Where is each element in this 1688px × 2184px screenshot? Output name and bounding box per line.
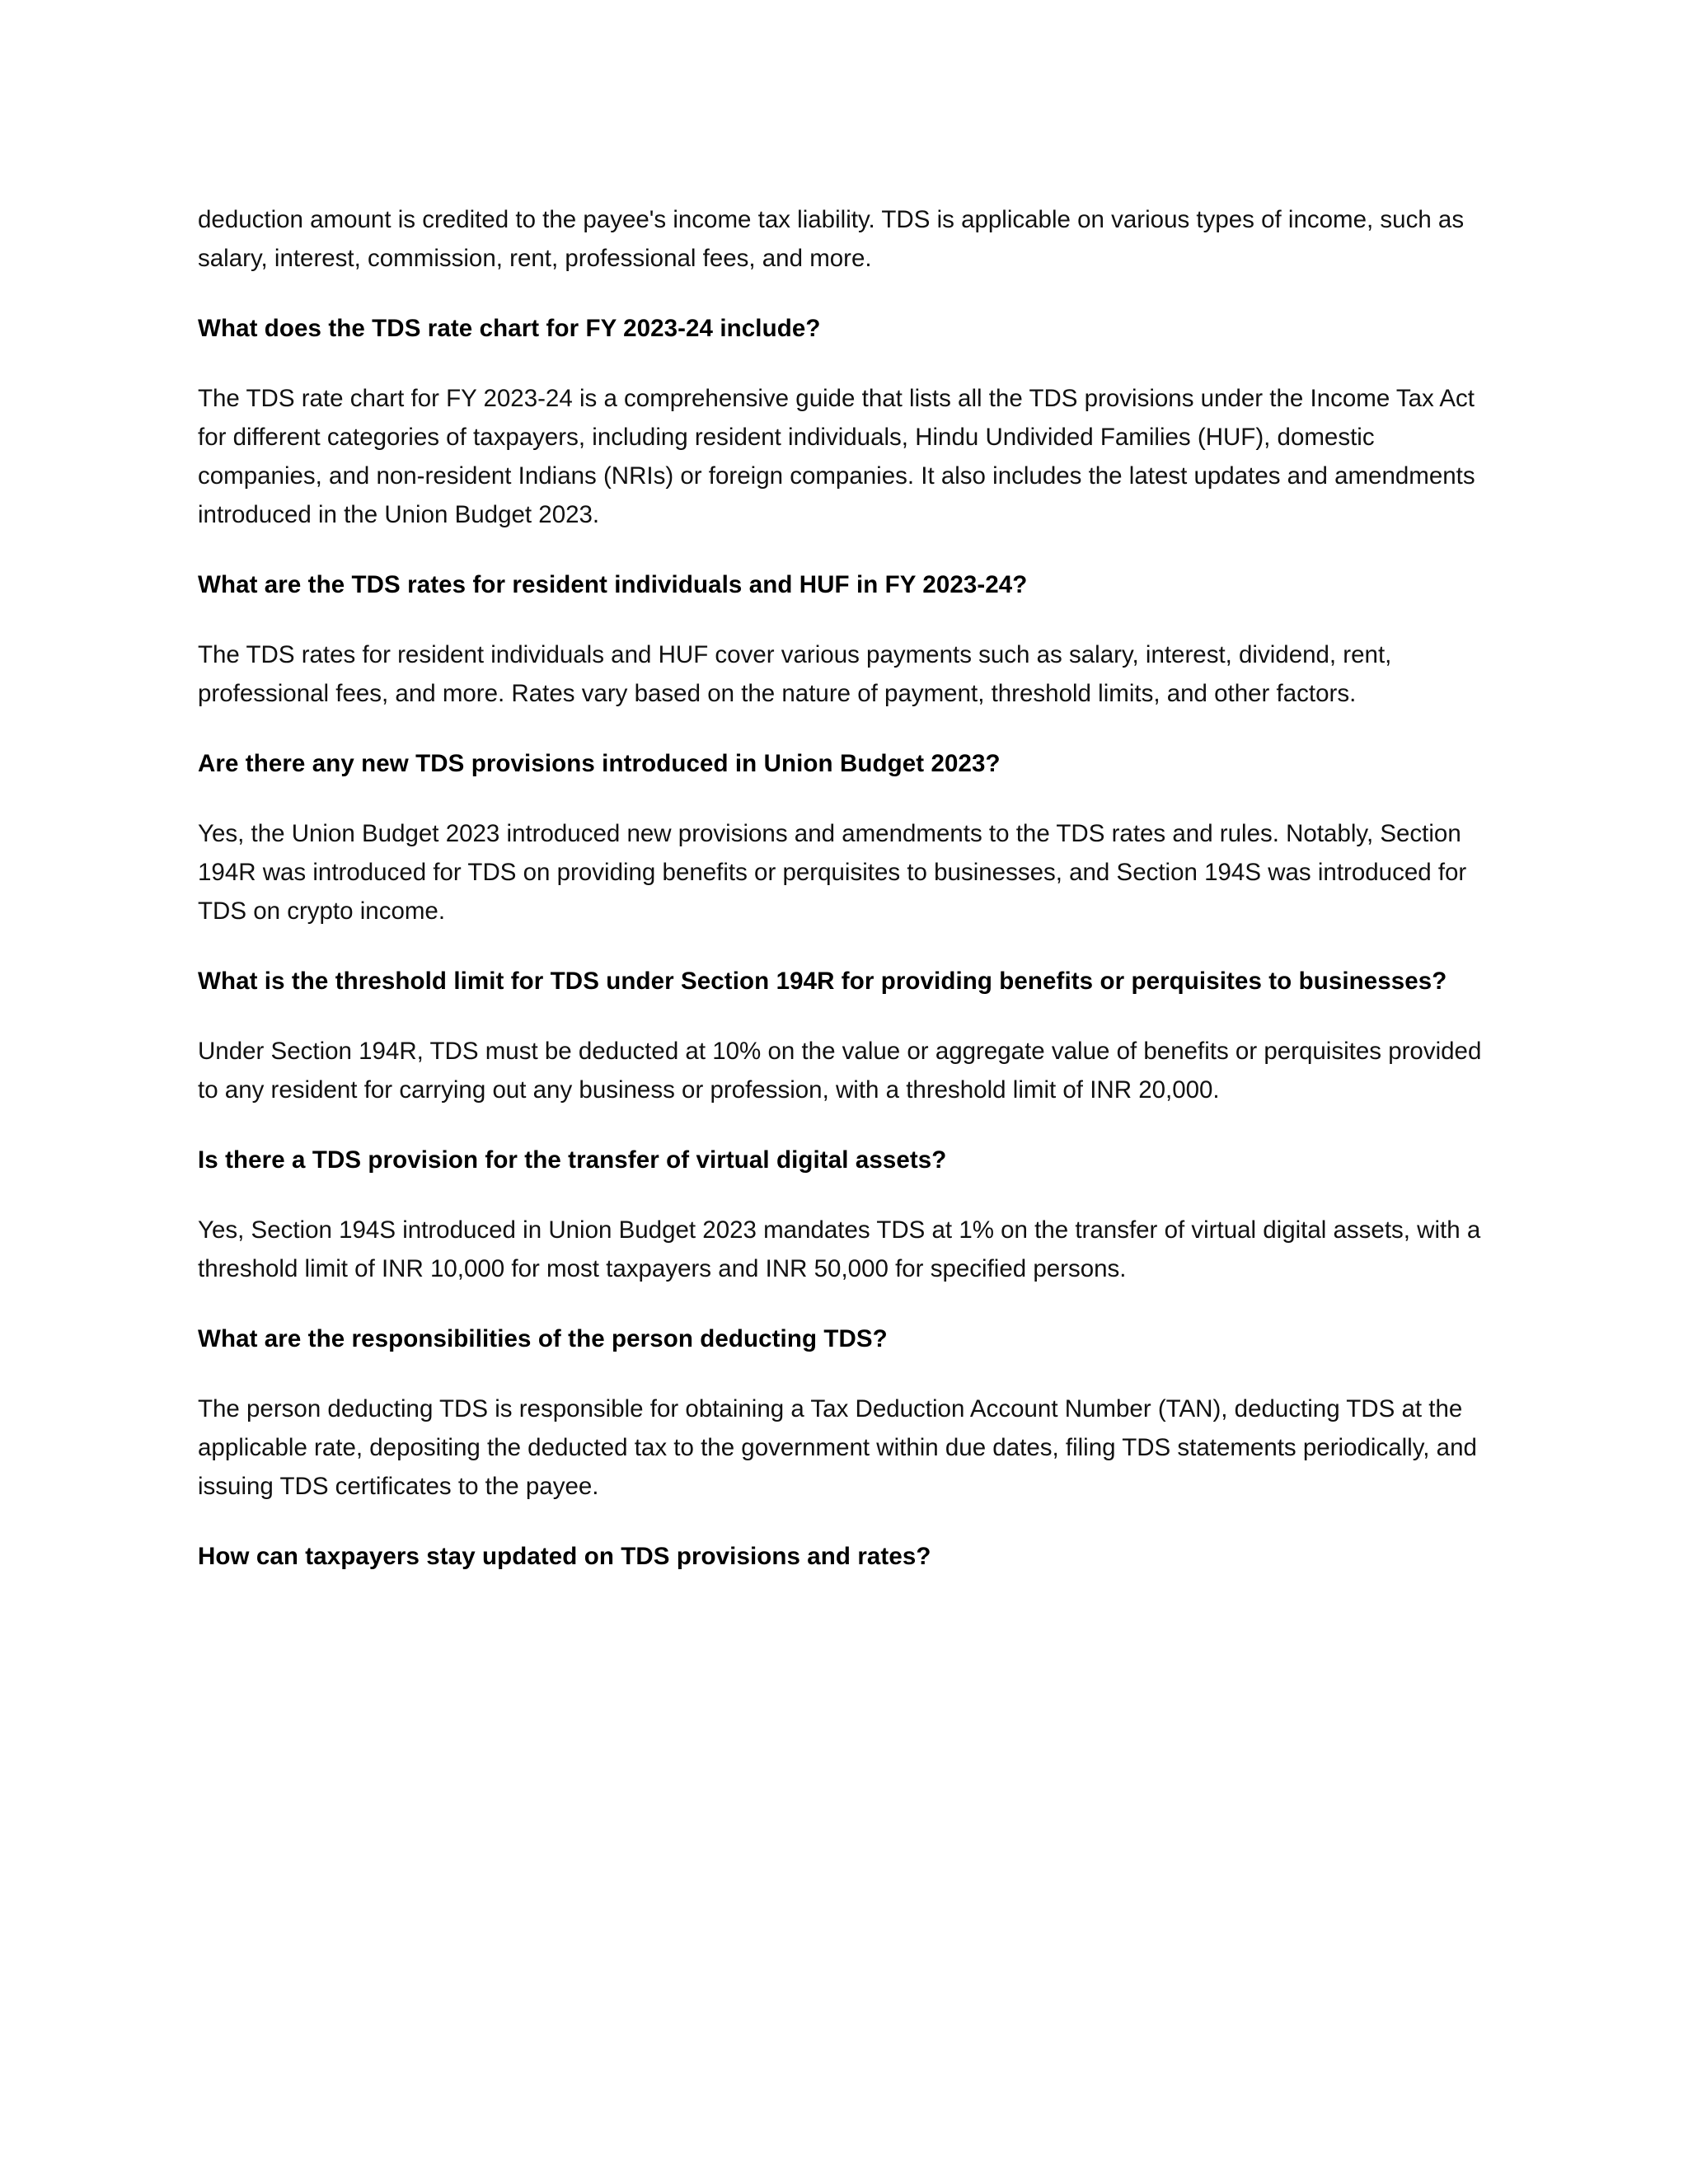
- faq-answer-rates-resident-individuals-huf: The TDS rates for resident individuals and HUF cover various payments such as salary, interest, dividend, rent, professional fees, and more. Rates vary based on the nature of payment, threshold limits, and other factors.: [198, 641, 1392, 707]
- faq-answer-what-does-chart-include: The TDS rate chart for FY 2023-24 is a comprehensive guide that lists all the TDS provisions under the Income Tax Act for different categories of taxpayers, including resident individuals, Hindu Undivided Families (HUF), domestic companies, and non-resident Indians (NRIs) or foreign companies. It also includes the latest updates and amendments introduced in the Union Budget 2023.: [198, 385, 1475, 528]
- faq-question-stay-updated: How can taxpayers stay updated on TDS provisions and rates?: [198, 1543, 931, 1570]
- document-body: [198, 200, 1490, 1576]
- faq-question-rates-resident-individuals-huf: What are the TDS rates for resident individuals and HUF in FY 2023-24?: [198, 571, 1028, 598]
- faq-question-what-does-chart-include: What does the TDS rate chart for FY 2023-24 include?: [198, 315, 821, 342]
- faq-question-new-provisions-budget-2023: Are there any new TDS provisions introduced in Union Budget 2023?: [198, 750, 1001, 777]
- faq-question-virtual-digital-assets: Is there a TDS provision for the transfer of virtual digital assets?: [198, 1146, 947, 1174]
- faq-question-threshold-194r: What is the threshold limit for TDS under Section 194R for providing benefits or perquisites to businesses?: [198, 968, 1447, 995]
- faq-answer-responsibilities-deductor: The person deducting TDS is responsible for obtaining a Tax Deduction Account Number (TAN), deducting TDS at the applicable rate, depositing the deducted tax to the government within due dates, filing TDS statements periodically, and issuing TDS certificates to the payee.: [198, 1395, 1477, 1500]
- faq-answer-threshold-194r: Under Section 194R, TDS must be deducted at 10% on the value or aggregate value of benefits or perquisites provided to any resident for carrying out any business or profession, with a threshold limit of INR 20,000.: [198, 1038, 1482, 1104]
- intro-paragraph: deduction amount is credited to the payee's income tax liability. TDS is applicable on various types of income, such as salary, interest, commission, rent, professional fees, and more.: [198, 206, 1465, 272]
- faq-answer-new-provisions-budget-2023: Yes, the Union Budget 2023 introduced new provisions and amendments to the TDS rates and rules. Notably, Section 194R was introduced for TDS on providing benefits or perquisites to businesses, and Section 194S was introduced for TDS on crypto income.: [198, 820, 1467, 925]
- faq-answer-virtual-digital-assets: Yes, Section 194S introduced in Union Budget 2023 mandates TDS at 1% on the transfer of virtual digital assets, with a threshold limit of INR 10,000 for most taxpayers and INR 50,000 for specified persons.: [198, 1216, 1481, 1282]
- faq-question-responsibilities-deductor: What are the responsibilities of the person deducting TDS?: [198, 1325, 888, 1352]
